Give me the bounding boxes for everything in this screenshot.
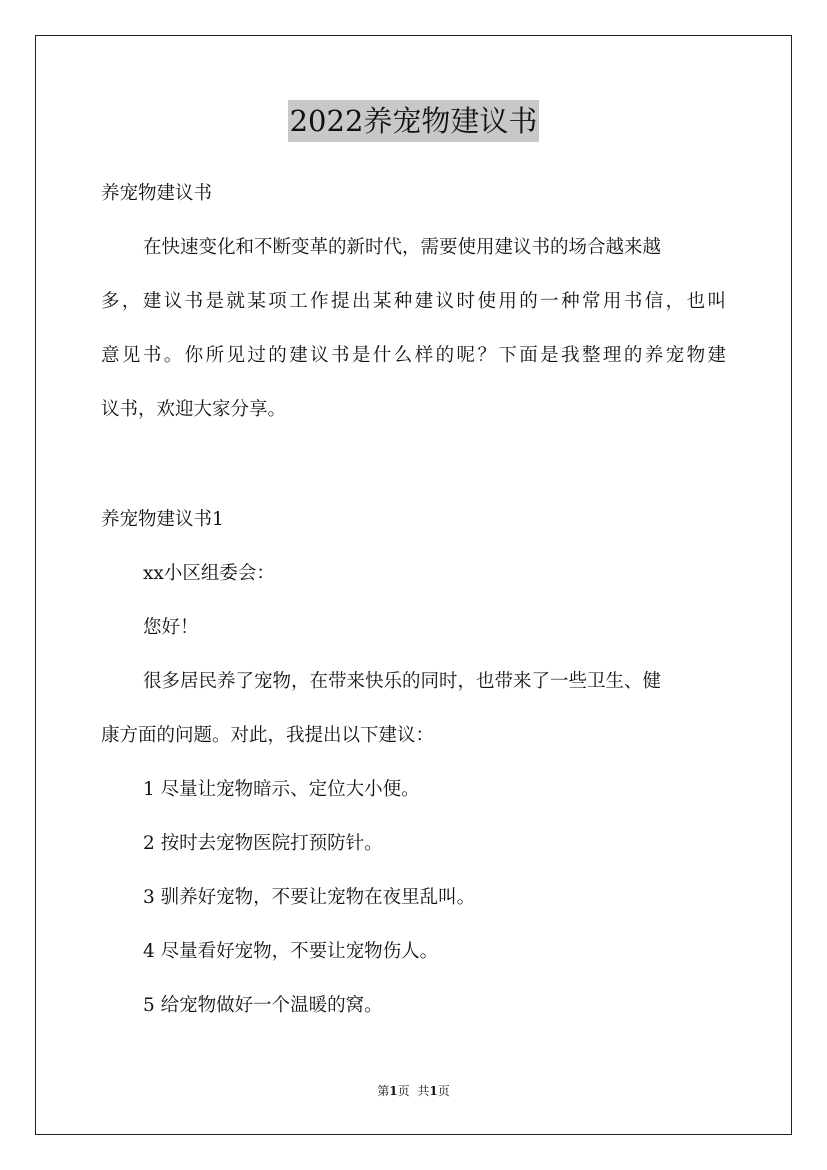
greeting: 您好！	[143, 617, 199, 638]
footer-total-number: 1	[429, 1084, 438, 1098]
suggestion-item: 1 尽量让宠物暗示、定位大小便。	[143, 779, 420, 800]
footer-page-suffix: 页	[397, 1084, 410, 1098]
footer-total-suffix: 页	[437, 1084, 450, 1098]
intro-line-3: 意见书。你所见过的建议书是什么样的呢？下面是我整理的养宠物建	[101, 345, 726, 366]
body-line-1: 很多居民养了宠物，在带来快乐的同时，也带来了一些卫生、健	[143, 671, 662, 692]
salutation: xx小区组委会：	[143, 563, 275, 584]
suggestion-item: 3 驯养好宠物，不要让宠物在夜里乱叫。	[143, 887, 476, 908]
intro-line-4: 议书，欢迎大家分享。	[101, 399, 287, 420]
footer-total-prefix: 共	[417, 1084, 430, 1098]
intro-line-1: 在快速变化和不断变革的新时代，需要使用建议书的场合越来越	[143, 237, 662, 258]
section-heading: 养宠物建议书1	[101, 509, 224, 530]
intro-line-2: 多，建议书是就某项工作提出某种建议时使用的一种常用书信，也叫	[101, 291, 726, 312]
title-container	[0, 100, 827, 142]
document-title: 2022养宠物建议书	[288, 100, 540, 142]
page-footer	[0, 1083, 827, 1099]
footer-page-prefix: 第	[377, 1084, 390, 1098]
suggestion-item: 4 尽量看好宠物，不要让宠物伤人。	[143, 941, 439, 962]
document-heading: 养宠物建议书	[101, 183, 213, 204]
body-line-2: 康方面的问题。对此，我提出以下建议：	[101, 725, 435, 746]
footer-page-number: 1	[389, 1084, 398, 1098]
suggestion-item: 5 给宠物做好一个温暖的窝。	[143, 995, 383, 1016]
suggestion-item: 2 按时去宠物医院打预防针。	[143, 833, 383, 854]
